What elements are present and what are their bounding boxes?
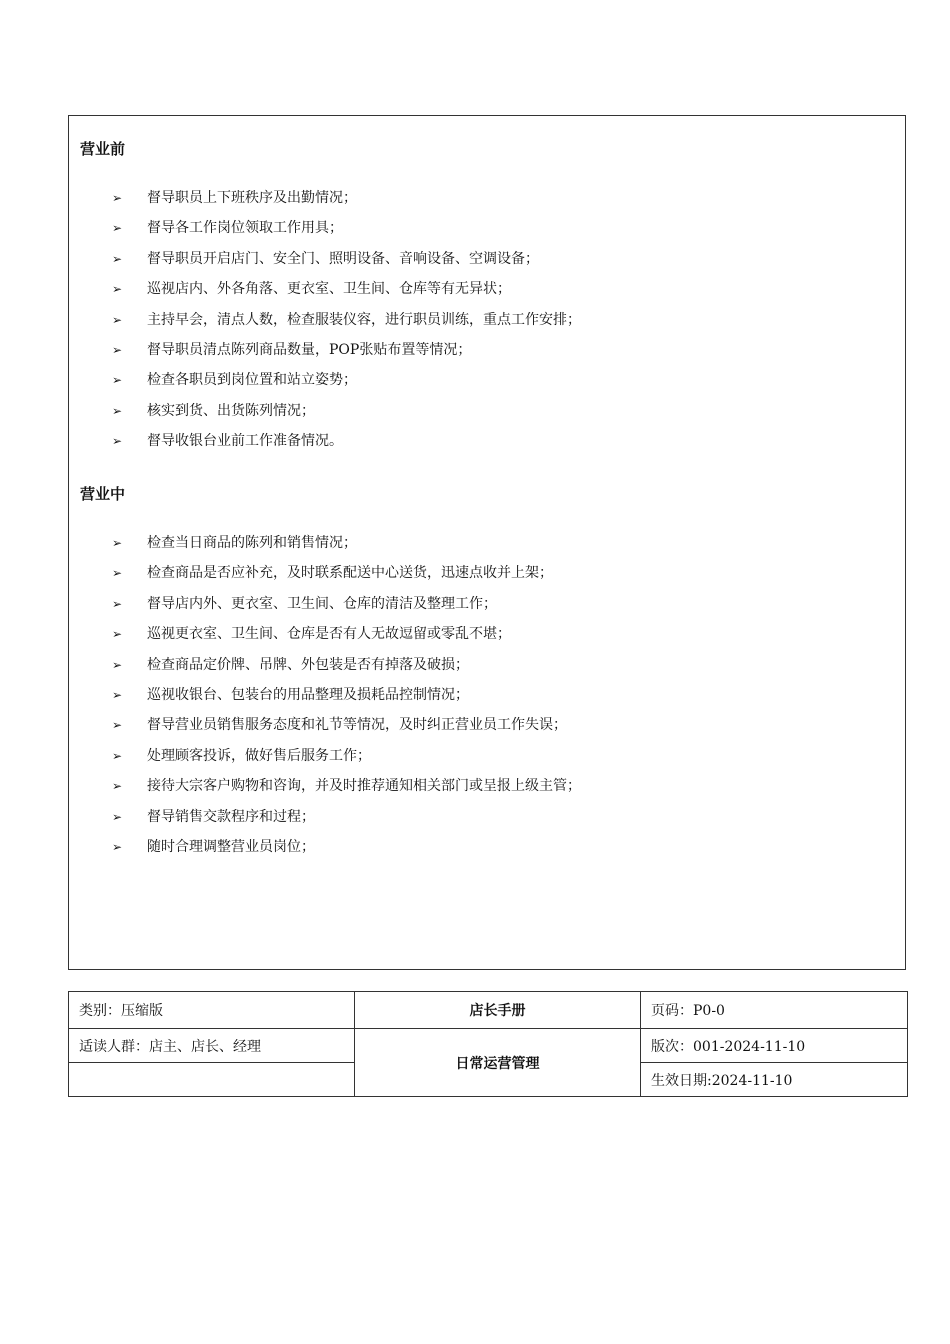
arrow-bullet-icon: ➢ xyxy=(112,312,123,327)
readers-cell: 适读人群：店主、店长、经理 xyxy=(69,1029,355,1063)
arrow-bullet-icon: ➢ xyxy=(112,718,123,733)
content-box: 营业前 ➢ 督导职员上下班秩序及出勤情况； ➢ 督导各工作岗位领取工作用具； ➢ 督导职员开启店门、安全门、照明设备、音响设备、空调设备； ➢ 巡视店内、外各角落、更衣室、卫生间、仓库等有无异状； ➢ 主持早会，清点人数，检查服装仪容，进行职员训练，重点工作安排； ➢ 督导职员清点陈列商品数量，POP张贴布置等情况； ➢ 检查各职员到岗位置和站立姿势； ➢ 核实到货、出货陈列情况； ➢ 督导收银台业前工作准备情况。 营业中 ➢ 检查当日商品的陈列和销售情况； ➢ 检查商品是否应补充，及时联系配送中心送货，迅速点收并上架； ➢ 督导店内外、更衣室、卫生间、仓库的清洁及整理工作； ➢ 巡视更衣室、卫生间、仓库是否有人无故逗留或零乱不堪； ➢ 检查商品定价牌、吊牌、外包装是否有掉落及破损； ➢ 巡视收银台、包装台的用品整理及损耗品控制情况； ➢ 督导营业员销售服务态度和礼节等情况，及时纠正营业员工作失误； ➢ 处理顾客投诉，做好售后服务工作； ➢ 接待大宗客户购物和咨询，并及时推荐通知相关部门或呈报上级主管； ➢ 督导销售交款程序和过程； ➢ 随时合理调整营业员岗位； xyxy=(68,115,906,970)
arrow-bullet-icon: ➢ xyxy=(112,627,123,642)
section-title-before-business: 营业前 xyxy=(80,140,126,158)
arrow-bullet-icon: ➢ xyxy=(112,657,123,672)
arrow-bullet-icon: ➢ xyxy=(112,687,123,702)
arrow-bullet-icon: ➢ xyxy=(112,282,123,297)
arrow-bullet-icon: ➢ xyxy=(112,221,123,236)
page-code-cell: 页码：P0-0 xyxy=(641,992,908,1029)
arrow-bullet-icon: ➢ xyxy=(112,536,123,550)
arrow-bullet-icon: ➢ xyxy=(112,434,123,449)
arrow-bullet-icon: ➢ xyxy=(112,373,123,388)
effective-date-cell: 生效日期:2024-11-10 xyxy=(641,1063,908,1097)
arrow-bullet-icon: ➢ xyxy=(112,839,123,854)
arrow-bullet-icon: ➢ xyxy=(112,342,123,357)
empty-cell xyxy=(69,1063,355,1097)
version-cell: 版次：001-2024-11-10 xyxy=(641,1029,908,1063)
arrow-bullet-icon: ➢ xyxy=(112,566,123,581)
arrow-bullet-icon: ➢ xyxy=(112,779,123,794)
arrow-bullet-icon: ➢ xyxy=(112,809,123,824)
arrow-bullet-icon: ➢ xyxy=(112,748,123,763)
arrow-bullet-icon: ➢ xyxy=(112,251,123,266)
document-footer-table xyxy=(68,991,908,1097)
arrow-bullet-icon: ➢ xyxy=(112,191,123,205)
manual-title: 店长手册 xyxy=(355,992,641,1029)
arrow-bullet-icon: ➢ xyxy=(112,403,123,418)
category-cell: 类别：压缩版 xyxy=(69,992,355,1029)
subject-cell: 日常运营管理 xyxy=(355,1029,641,1097)
arrow-bullet-icon: ➢ xyxy=(112,596,123,611)
section-title-during-business: 营业中 xyxy=(80,485,126,503)
